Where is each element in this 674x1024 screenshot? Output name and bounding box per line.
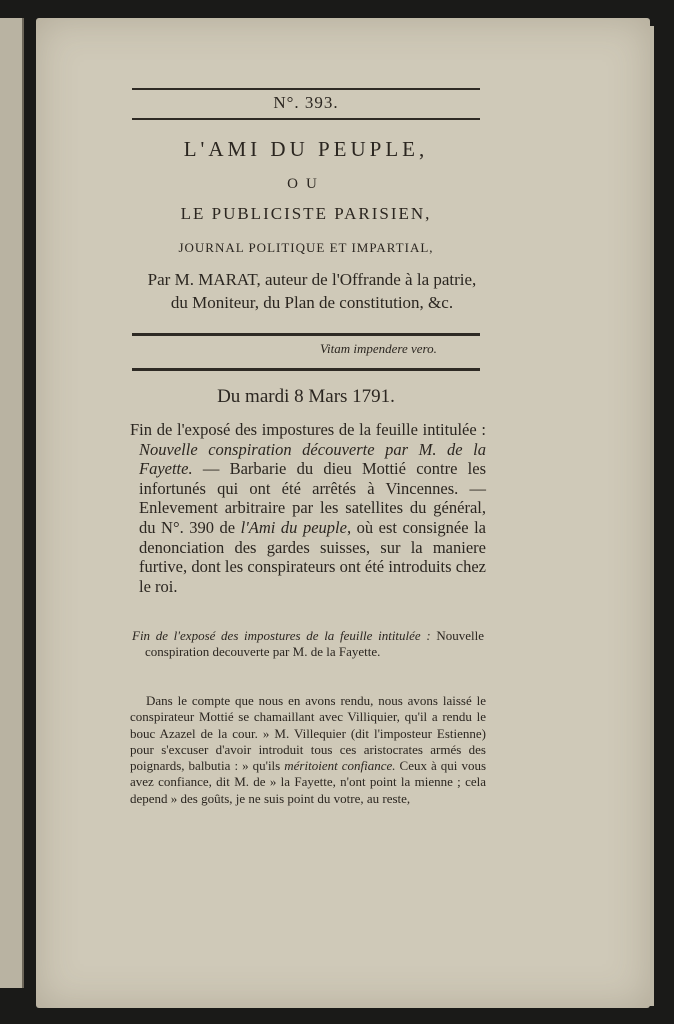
- summary-part-2: — Barbarie du dieu Mottié contre les infortunés qui ont été arrêtés à Vincennes. — Enlevement arbitraire par les satellites du général, du N°. 390 de: [139, 459, 486, 537]
- motto: Vitam impendere vero.: [320, 341, 437, 356]
- article-body: [130, 693, 486, 807]
- masthead-conjunction: OU: [287, 176, 325, 192]
- section-heading: [132, 628, 484, 660]
- journal-line: JOURNAL POLITIQUE ET IMPARTIAL,: [178, 240, 434, 255]
- summary-part-2-italic: l'Ami du peuple: [240, 517, 347, 537]
- issue-date: Du mardi 8 Mars 1791.: [217, 386, 395, 407]
- recap-paragraph: [132, 628, 484, 660]
- issue-rule: [132, 118, 480, 120]
- byline-line-2: du Moniteur, du Plan de constitution, &c.: [170, 293, 454, 312]
- masthead-subtitle: LE PUBLICISTE PARISIEN,: [180, 204, 432, 223]
- summary-part-3: , où est consignée la denonciation des gardes suisses, sur la maniere furtive, dont les conspirateurs ont été introduits chez le roi.: [139, 517, 486, 596]
- issue-number: N°. 393.: [273, 93, 339, 112]
- masthead-title: L'AMI DU PEUPLE,: [183, 137, 429, 161]
- motto-rule: [132, 368, 480, 371]
- summary-lead-italic: Nouvelle conspiration découverte par M. de la Fayette.: [139, 439, 486, 479]
- byline-line-1: Par M. MARAT, auteur de l'Offrande à la patrie,: [147, 270, 477, 289]
- body-text-1: Dans le compte que nous en avons rendu, nous avons laissé le conspirateur Mottié se chamaillant avec Villiquier, qu'il a rendu le bouc Azazel de la cour. » M. Villequier (dit l'imposteur Estienne) pour s'excuser d'avoir introduit tous ces aristocrates armés des poignards, balbutia : » qu'ils: [130, 693, 486, 774]
- summary-paragraph: [130, 420, 486, 596]
- body-text-italic: méritoient confiance.: [284, 758, 396, 774]
- recap-roman: Nouvelle conspiration decouverte par M. de la Fayette.: [145, 628, 484, 659]
- body-text-2: Ceux à qui vous avez confiance, dit M. de » la Fayette, n'ont point la mienne ; cela depend » des goûts, je ne suis point du votre, au reste,: [130, 758, 486, 806]
- body-paragraph: [130, 693, 486, 807]
- byline: [126, 268, 498, 314]
- summary-lead: Fin de l'exposé des impostures de la feuille intitulée :: [130, 420, 486, 439]
- adjacent-page-edge: [0, 18, 24, 988]
- masthead-rule: [132, 333, 480, 336]
- issue-summary: [130, 420, 486, 596]
- recap-italic: Fin de l'exposé des impostures de la feuille intitulée :: [132, 628, 431, 643]
- top-rule: [132, 88, 480, 90]
